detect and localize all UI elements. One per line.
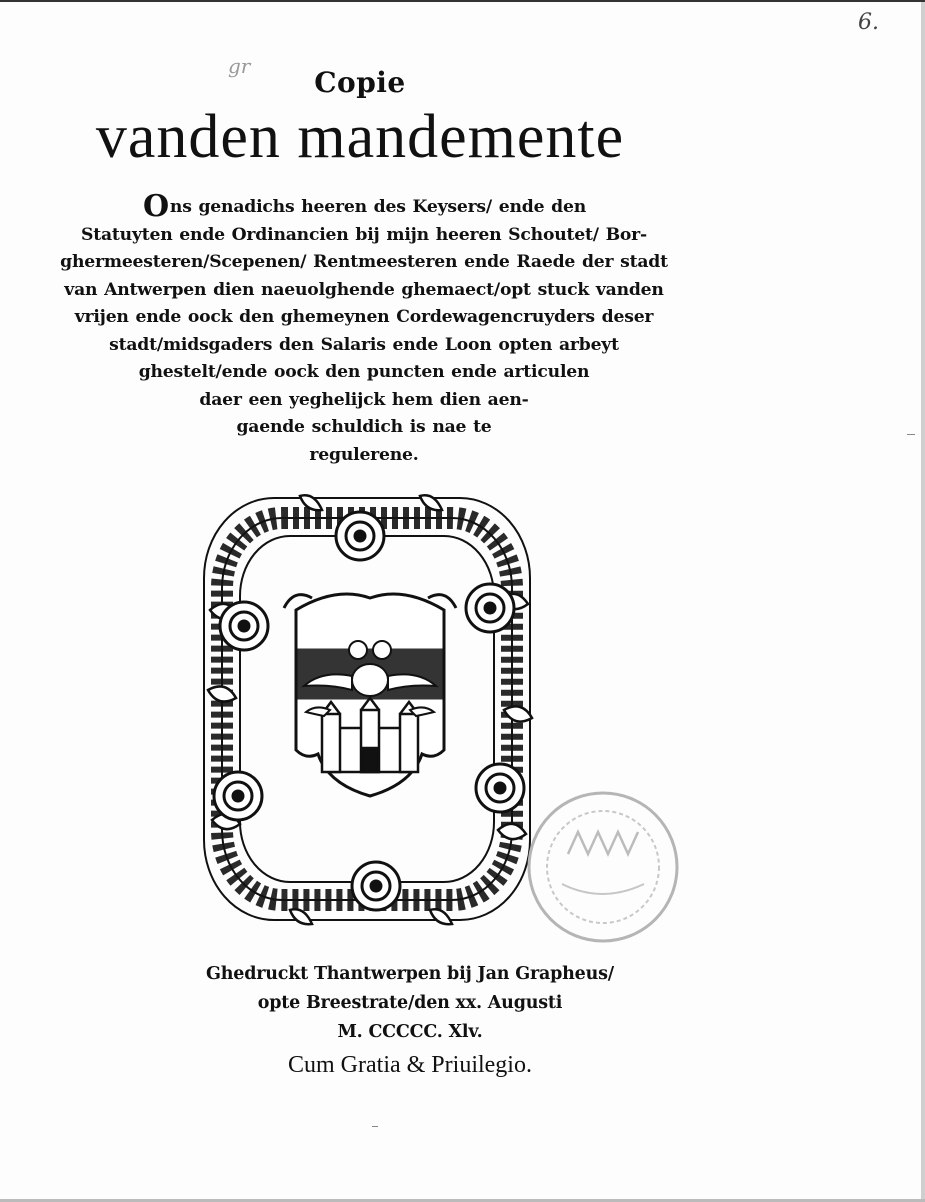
library-stamp	[522, 784, 684, 950]
castle	[322, 698, 418, 772]
lead-line: Statuyten ende Ordinancien bij mijn heeren Schoutet/ Bor-	[81, 224, 647, 245]
title-copie: Copie	[314, 66, 406, 99]
page-mark	[907, 434, 915, 435]
imprint	[120, 960, 700, 1047]
page-edge-right	[921, 2, 925, 1202]
shield	[284, 594, 456, 796]
lead-line: daer een yeghelijck hem dien aen-	[199, 389, 529, 410]
shelfmark-note: gr	[228, 54, 251, 78]
privilege-line: Cum Gratia & Priuilegio.	[288, 1052, 532, 1078]
title-main: vanden mandemente	[95, 103, 625, 171]
folio-number: 6.	[858, 10, 879, 35]
decorated-initial: O	[142, 189, 169, 224]
imprint-line: opte Breestrate/den xx. Augusti	[257, 993, 563, 1013]
lead-line: ghermeesteren/Scepenen/ Rentmeesteren ende Raede der stadt	[60, 252, 668, 272]
woodcut-coat-of-arms	[200, 490, 540, 930]
lead-line: van Antwerpen dien naeuolghende ghemaect/opt stuck vanden	[64, 279, 664, 300]
imprint-line: M. CCCCC. Xlv.	[337, 1022, 483, 1042]
page-mark	[372, 1126, 378, 1127]
lead-text	[46, 189, 682, 469]
lead-line: ghestelt/ende oock den puncten ende articulen	[138, 362, 590, 382]
lead-line: stadt/midsgaders den Salaris ende Loon opten arbeyt	[109, 334, 619, 355]
lead-line: regulerene.	[309, 444, 419, 465]
imprint-line: Ghedruckt Thantwerpen bij Jan Grapheus/	[206, 964, 614, 984]
lead-line: gaende schuldich is nae te	[236, 417, 492, 437]
lead-line: vrijen ende oock den ghemeynen Cordewagencruyders deser	[74, 307, 654, 327]
lead-line: Ons genadichs heeren des Keysers/ ende den	[142, 189, 586, 224]
